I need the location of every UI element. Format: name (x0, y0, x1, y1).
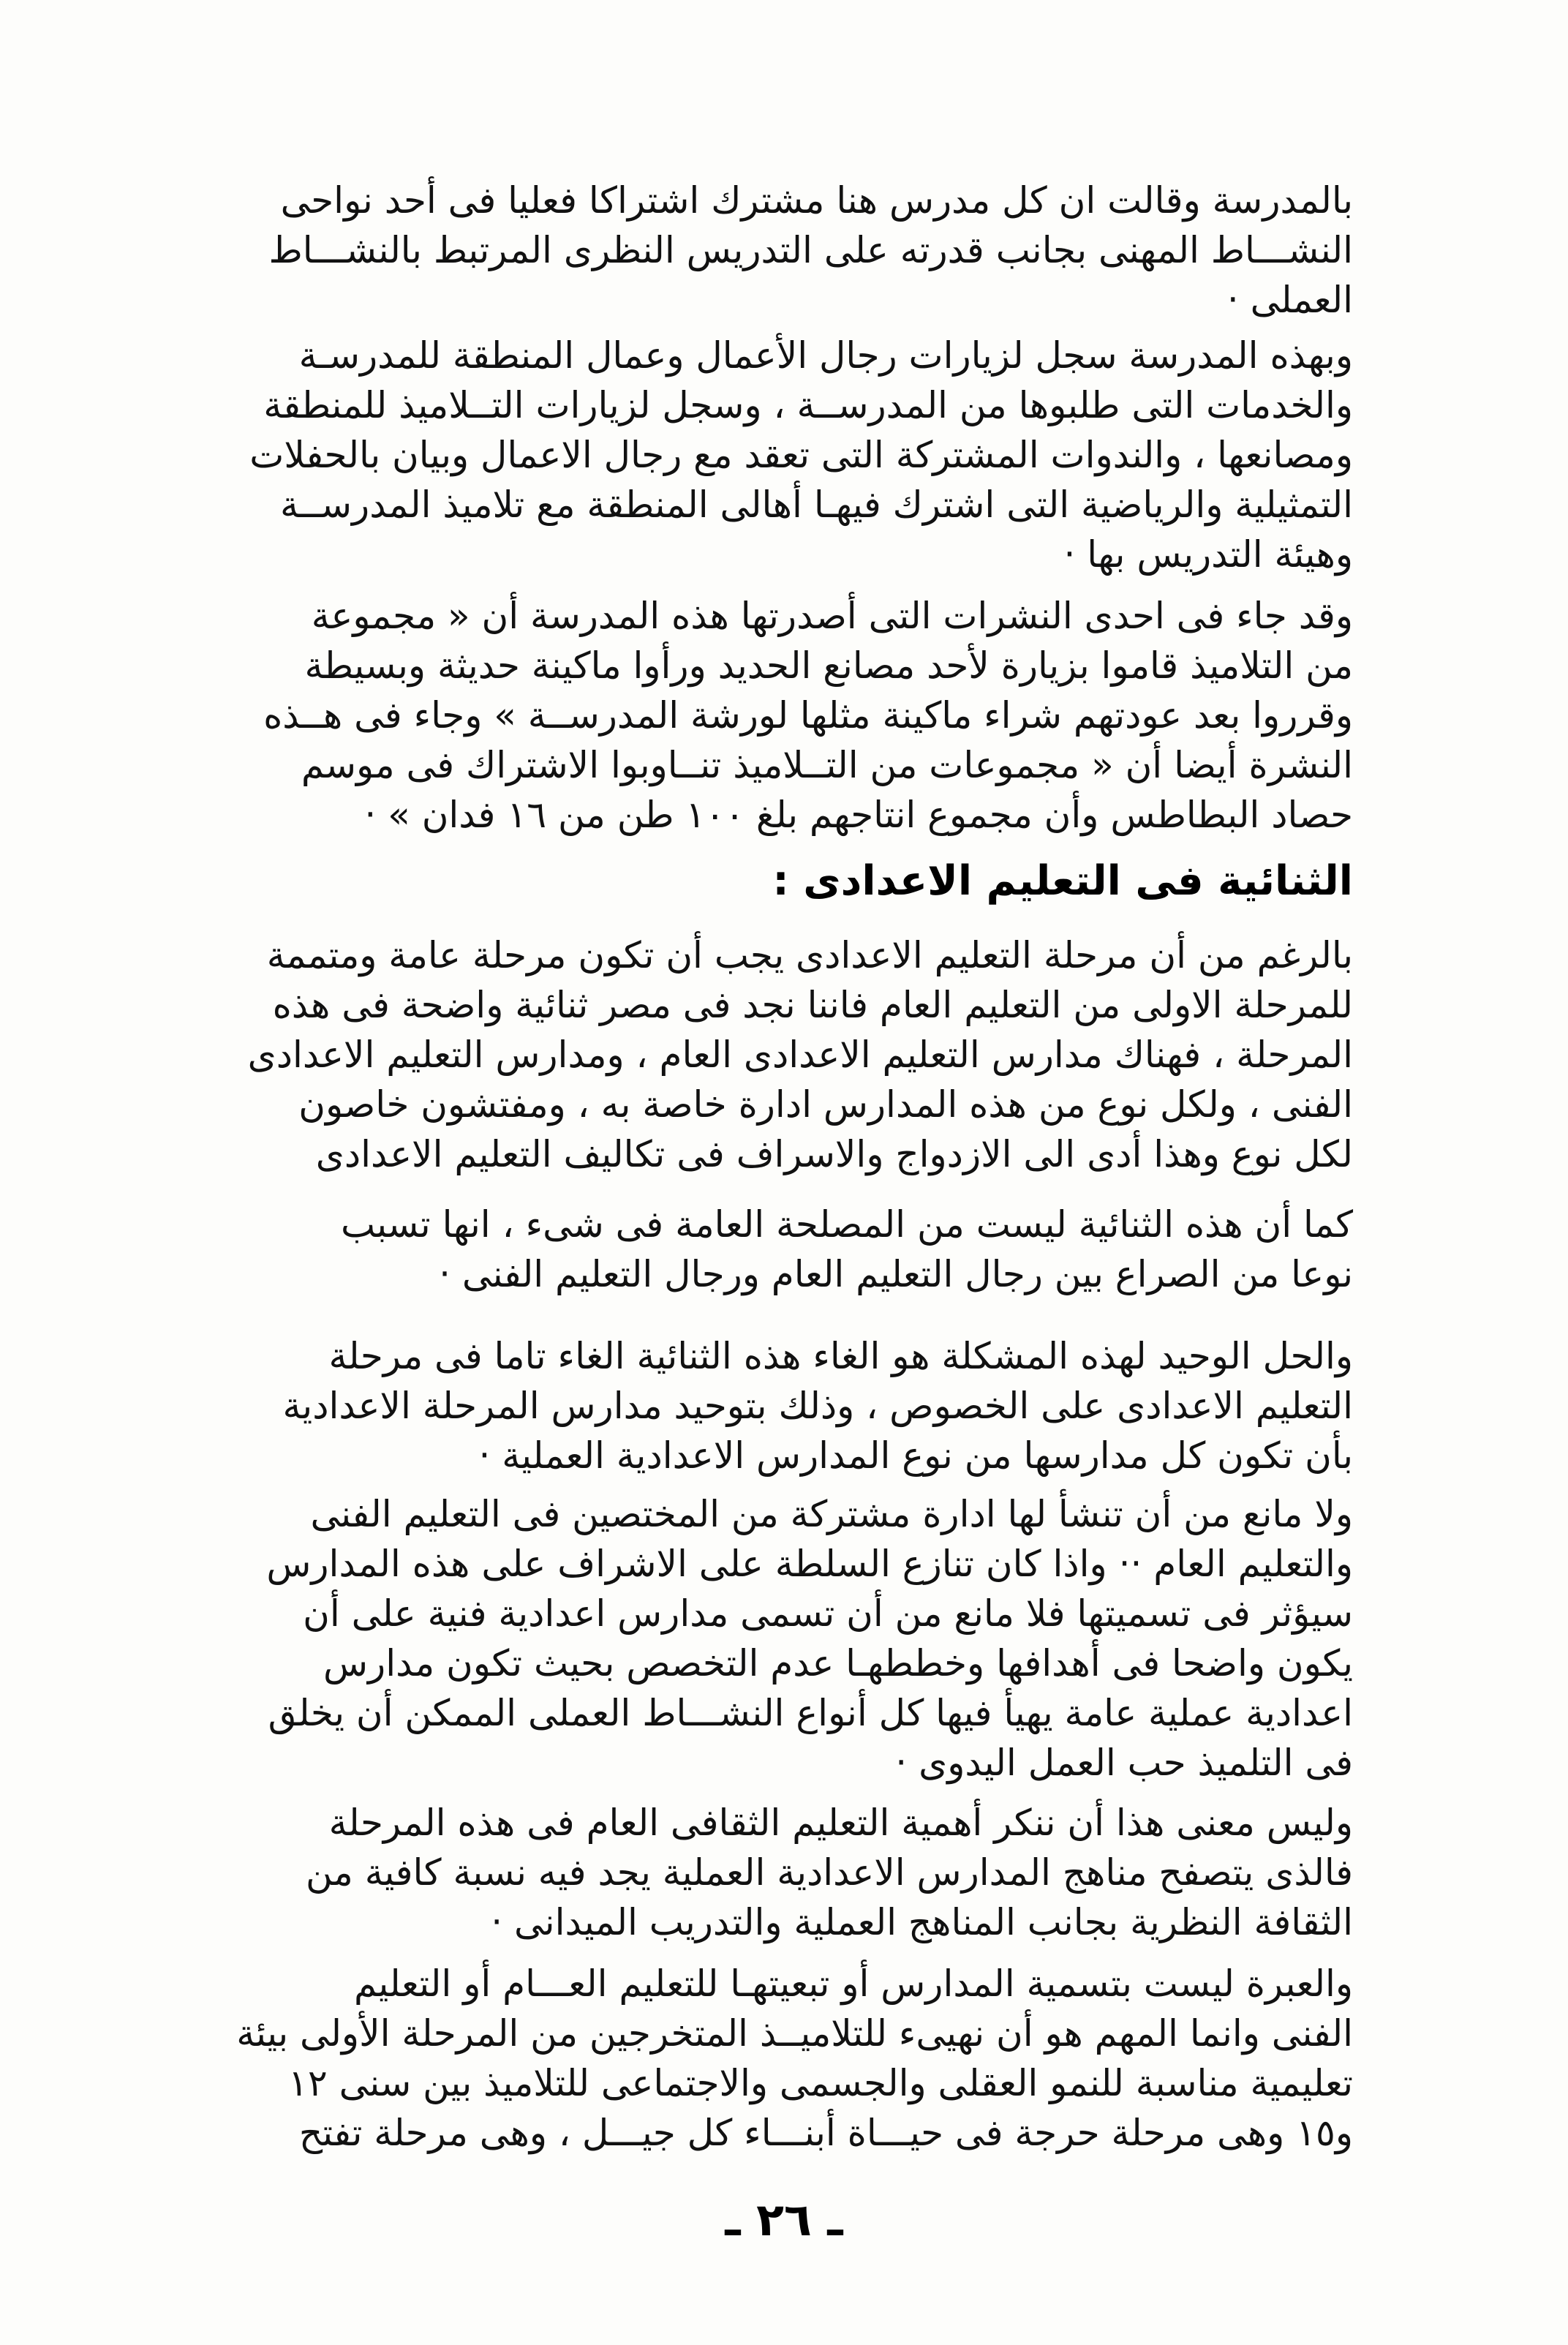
paragraph-2: وبهذه المدرسة سجل لزيارات رجال الأعمال وعمال المنطقة للمدرسـة والخدمات التى طلبوها من المدرســة ، وسجل لزيارات التــلاميذ للمنطقة ومصانعها ، والندوات المشتركة التى تعقد مع رجال الاعمال وبيان بالحفلات التمثيلية والرياضية التى اشترك فيهـا أهالى المنطقة مع تلاميذ المدرســة وهيئة التدريس بها · (249, 334, 1353, 576)
section-heading: الثنائية فى التعليم الاعدادى : (772, 857, 1353, 905)
paragraph-4: بالرغم من أن مرحلة التعليم الاعدادى يجب أن تكون مرحلة عامة ومتممة للمرحلة الاولى من التعليم العام فاننا نجد فى مصر ثنائية واضحة فى هذه المرحلة ، فهناك مدارس التعليم الاعدادى العام ، ومدارس التعليم الاعدادى الفنى ، ولكل نوع من هذه المدارس ادارة خاصة به ، ومفتشون خاصون لكل نوع وهذا أدى الى الازدواج والاسراف فى تكاليف التعليم الاعدادى (247, 934, 1353, 1175)
paragraph-7: ولا مانع من أن تنشأ لها ادارة مشتركة من المختصين فى التعليم الفنى والتعليم العام ·· واذا كان تنازع السلطة على الاشراف على هذه المدارس سيؤثر فى تسميتها فلا مانع من أن تسمى مدارس اعدادية فنية على أن يكون واضحا فى أهدافها وخططهـا عدم التخصص بحيث تكون مدارس اعدادية عملية عامة يهيأ فيها كل أنواع النشـــاط العملى الممكن أن يخلق فى التلميذ حب العمل اليدوى · (266, 1493, 1353, 1784)
page-number: ـ ٢٦ ـ (725, 2193, 843, 2246)
paragraph-3: وقد جاء فى احدى النشرات التى أصدرتها هذه المدرسة أن « مجموعة من التلاميذ قاموا بزيارة لأحد مصانع الحديد ورأوا ماكينة حديثة وبسيطة وقرروا بعد عودتهم شراء ماكينة مثلها لورشة المدرســة » وجاء فى هــذه النشرة أيضا أن « مجموعات من التــلاميذ تنــاوبوا الاشتراك فى موسم حصاد البطاطس وأن مجموع انتاجهم بلغ ١٠٠ طن من ١٦ فدان » · (263, 595, 1353, 836)
paragraph-6: والحل الوحيد لهذه المشكلة هو الغاء هذه الثنائية الغاء تاما فى مرحلة التعليم الاعدادى على الخصوص ، وذلك بتوحيد مدارس المرحلة الاعدادية بأن تكون كل مدارسها من نوع المدارس الاعدادية العملية · (282, 1335, 1353, 1477)
paragraph-5: كما أن هذه الثنائية ليست من المصلحة العامة فى شىء ، انها تسبب نوعا من الصراع بين رجال التعليم العام ورجال التعليم الفنى · (341, 1203, 1353, 1295)
paragraph-8: وليس معنى هذا أن ننكر أهمية التعليم الثقافى العام فى هذه المرحلة فالذى يتصفح مناهج المدارس الاعدادية العملية يجد فيه نسبة كافية من الثقافة النظرية بجانب المناهج العملية والتدريب الميدانى · (305, 1802, 1353, 1943)
paragraph-1: بالمدرسة وقالت ان كل مدرس هنا مشترك اشتراكا فعليا فى أحد نواحى النشـــاط المهنى بجانب قدرته على التدريس النظرى المرتبط بالنشـــاط العملى · (268, 179, 1353, 321)
paragraph-9: والعبرة ليست بتسمية المدارس أو تبعيتهـا للتعليم العـــام أو التعليم الفنى وانما المهم هو أن نهيىء للتلاميــذ المتخرجين من المرحلة الأولى بيئة تعليمية مناسبة للنمو العقلى والجسمى والاجتماعى للتلاميذ بين سنى ١٢ و١٥ وهى مرحلة حرجة فى حيـــاة أبنـــاء كل جيـــل ، وهى مرحلة تفتح (236, 1962, 1353, 2154)
